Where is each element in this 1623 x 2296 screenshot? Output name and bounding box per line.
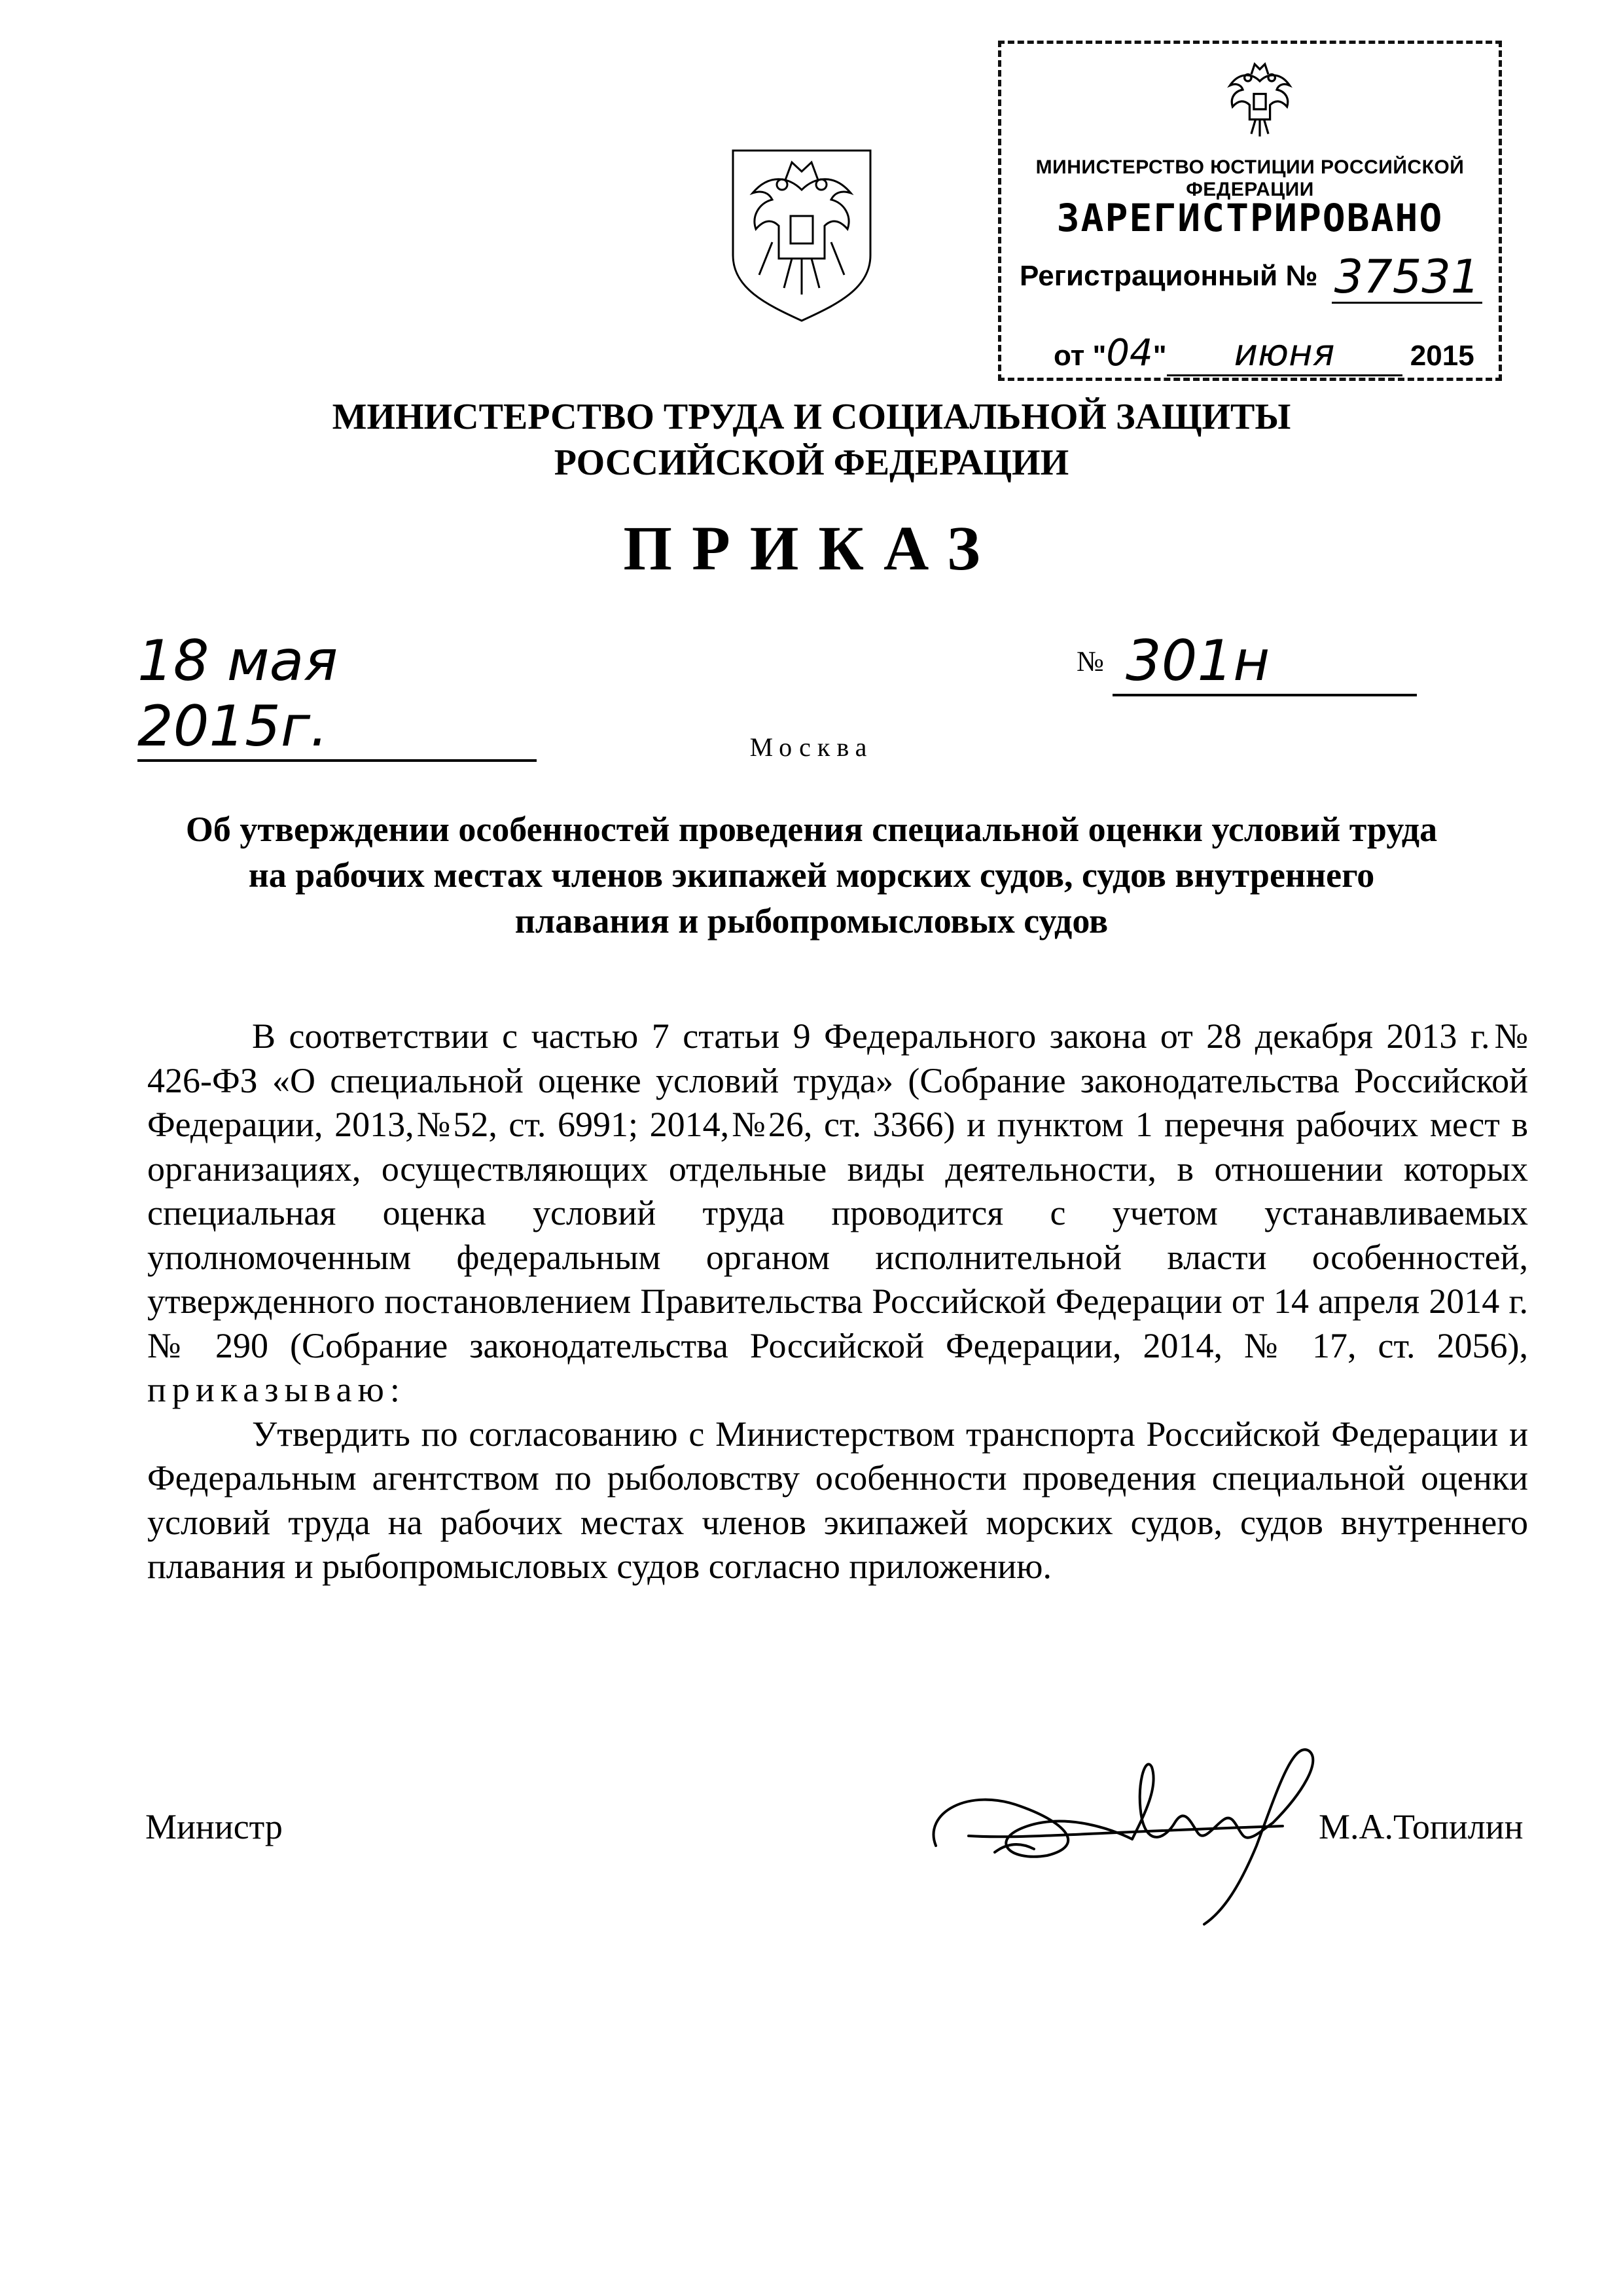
order-number: 301н bbox=[1113, 628, 1417, 696]
order-word: приказываю: bbox=[147, 1370, 406, 1409]
body-paragraph-2: Утвердить по согласованию с Министерством транспорта Российской Федерации и Федеральным агентством по рыболовству особенности проведения специальной оценки условий труда на рабочих местах членов экипажей морских судов, судов внутреннего плавания и рыбопромысловых судов согласно приложению. bbox=[147, 1414, 1528, 1586]
order-title: ПРИКАЗ bbox=[623, 513, 1000, 583]
stamp-date-year: 2015 bbox=[1410, 340, 1474, 372]
stamp-date-month: июня bbox=[1167, 332, 1402, 376]
stamp-ministry-text: МИНИСТЕРСТВО ЮСТИЦИИ РОССИЙСКОЙ ФЕДЕРАЦИИ bbox=[1035, 156, 1465, 200]
signatory-name: М.А.Топилин bbox=[1319, 1807, 1524, 1846]
stamp-date bbox=[1054, 332, 1472, 376]
order-date: 18 мая 2015г. bbox=[137, 628, 537, 762]
order-body bbox=[147, 1014, 1528, 1589]
body-paragraph-1-text: В соответствии с частью 7 статьи 9 Федерального закона от 28 декабря 2013 г.№ 426-ФЗ «О специальной оценке условий труда» (Собрание законодательства Российской Федерации, 2013,№52, ст. 6991; 2014,№26, ст. 3366) и пунктом 1 перечня рабочих мест в организациях, осуществляющих отдельные виды деятельности, в отношении которых специальная оценка условий труда проводится с учетом устанавливаемых уполномоченным федеральным органом исполнительной власти особенностей, утвержденного постановлением Правительства Российской Федерации от 14 апреля 2014 г. № 290 (Собрание законодательства Российской Федерации, 2014, № 17, ст. 2056), bbox=[147, 1016, 1528, 1365]
order-subject bbox=[131, 806, 1492, 944]
stamp-reg-label: Регистрационный № bbox=[1020, 260, 1318, 292]
subject-line3: плавания и рыбопромысловых судов bbox=[514, 901, 1109, 941]
stamp-eagle-icon bbox=[1217, 56, 1302, 141]
order-city: Москва bbox=[749, 732, 874, 762]
stamp-date-day: 04 bbox=[1106, 332, 1153, 374]
registration-stamp bbox=[998, 41, 1502, 381]
stamp-date-prefix: от " bbox=[1054, 340, 1107, 372]
handwritten-signature-icon bbox=[916, 1715, 1348, 1931]
coat-of-arms-icon bbox=[726, 144, 877, 324]
ministry-name bbox=[0, 394, 1623, 486]
signatory-role: Министр bbox=[145, 1807, 283, 1846]
body-paragraph-1 bbox=[147, 1014, 1528, 1412]
stamp-reg-number: 37531 bbox=[1332, 252, 1482, 304]
ministry-name-line2: РОССИЙСКОЙ ФЕДЕРАЦИИ bbox=[554, 442, 1069, 483]
stamp-date-quote: " bbox=[1152, 340, 1167, 372]
subject-line2: на рабочих местах членов экипажей морских судов, судов внутреннего bbox=[248, 855, 1375, 895]
order-number-label: № bbox=[1077, 645, 1104, 677]
ministry-name-line1: МИНИСТЕРСТВО ТРУДА И СОЦИАЛЬНОЙ ЗАЩИТЫ bbox=[332, 397, 1291, 437]
subject-line1: Об утверждении особенностей проведения специальной оценки условий труда bbox=[185, 810, 1438, 849]
stamp-status: ЗАРЕГИСТРИРОВАНО bbox=[1056, 196, 1444, 240]
